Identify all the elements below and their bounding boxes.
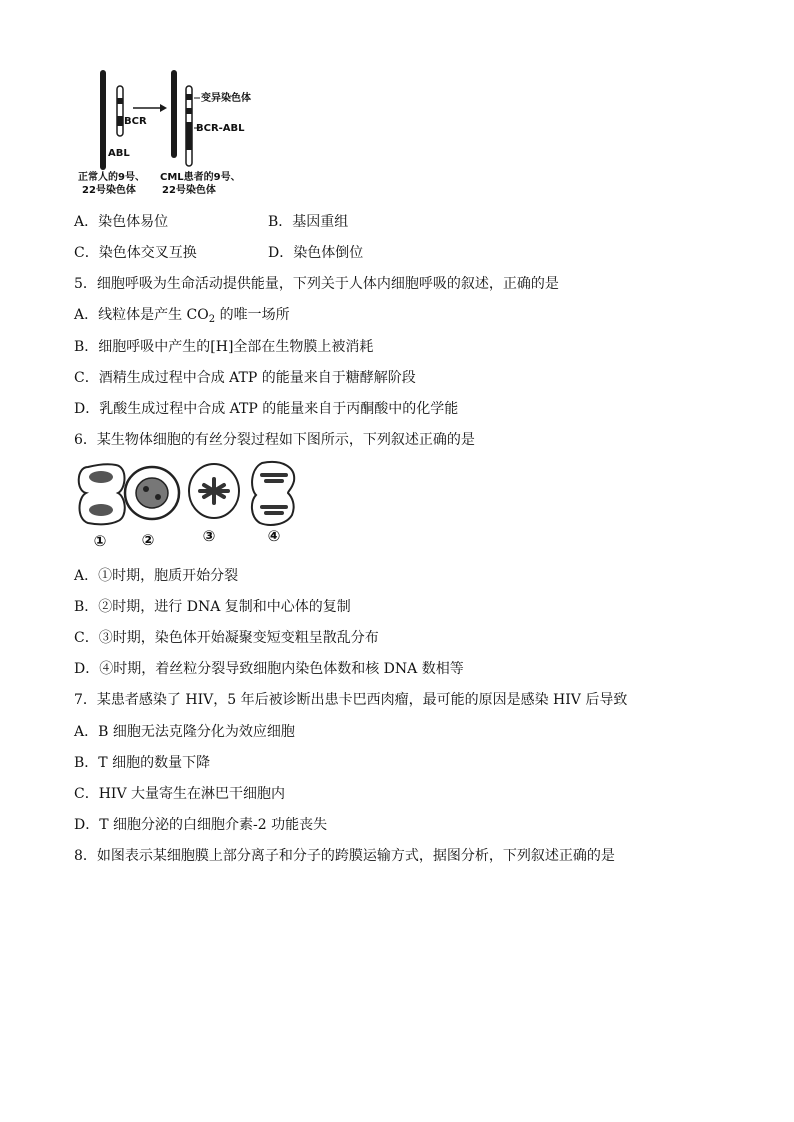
- q7-option-d[interactable]: D．T 细胞分泌的白细胞介素-2 功能丧失: [74, 817, 328, 833]
- cell-4-anaphase: [252, 462, 294, 525]
- cell-2-label: ②: [141, 531, 155, 549]
- mitosis-figure: [74, 457, 306, 553]
- normal-caption-line2: 22号染色体: [82, 185, 136, 196]
- q5-stem: 5．细胞呼吸为生命活动提供能量，下列关于人体内细胞呼吸的叙述，正确的是: [74, 276, 559, 292]
- cml-caption-line2: 22号染色体: [162, 185, 216, 196]
- q5-option-a[interactable]: [74, 305, 290, 325]
- chromosome-translocation-figure: [78, 64, 278, 204]
- normal-caption-line1: 正常人的9号、: [78, 172, 145, 183]
- q5-option-a-text: A．线粒体是产生 CO: [74, 307, 209, 323]
- q7-stem: 7．某患者感染了 HIV，5 年后被诊断出患卡巴西肉瘤，最可能的原因是感染 HIV 后导致: [74, 692, 628, 708]
- q4-option-d[interactable]: D．染色体倒位: [268, 245, 364, 261]
- q6-option-c[interactable]: C．③时期，染色体开始凝聚变短变粗呈散乱分布: [74, 630, 379, 646]
- normal-chromosome-22: [117, 86, 123, 136]
- bcr-abl-label: BCR-ABL: [196, 123, 245, 134]
- q4-option-b[interactable]: B．基因重组: [268, 214, 349, 230]
- q5-option-a-text-end: 的唯一场所: [215, 307, 290, 323]
- q5-option-d[interactable]: D．乳酸生成过程中合成 ATP 的能量来自于丙酮酸中的化学能: [74, 401, 459, 417]
- q4-option-a[interactable]: A．染色体易位: [74, 214, 169, 230]
- cell-1-telophase: [79, 464, 125, 524]
- arrow-icon: [160, 104, 167, 112]
- cell-2-interphase: [125, 467, 179, 519]
- cell-4-label: ④: [267, 527, 281, 545]
- cml-caption-line1: CML患者的9号、: [160, 172, 241, 183]
- variant-chromosome-label: 变异染色体: [201, 93, 251, 104]
- cell-3-label: ③: [202, 527, 216, 545]
- cell-1-label: ①: [93, 532, 107, 550]
- cell-3-metaphase: [189, 464, 239, 518]
- q4-option-c[interactable]: C．染色体交叉互换: [74, 245, 197, 261]
- q7-option-b[interactable]: B．T 细胞的数量下降: [74, 755, 211, 771]
- bcr-label: BCR: [124, 116, 147, 127]
- q7-option-c[interactable]: C．HIV 大量寄生在淋巴干细胞内: [74, 786, 286, 802]
- mitosis-cells-diagram: [74, 457, 306, 553]
- q6-option-d[interactable]: D．④时期，着丝粒分裂导致细胞内染色体数和核 DNA 数相等: [74, 661, 464, 677]
- q6-stem: 6．某生物体细胞的有丝分裂过程如下图所示，下列叙述正确的是: [74, 432, 475, 448]
- q8-stem: 8．如图表示某细胞膜上部分离子和分子的跨膜运输方式，据图分析，下列叙述正确的是: [74, 848, 615, 864]
- cml-chromosome-9: [171, 70, 177, 158]
- q5-option-b[interactable]: B．细胞呼吸中产生的[H]全部在生物膜上被消耗: [74, 339, 374, 355]
- q5-option-a-subscript: 2: [208, 314, 216, 325]
- q6-option-a[interactable]: A．①时期，胞质开始分裂: [74, 568, 239, 584]
- abl-label: ABL: [108, 148, 130, 159]
- normal-chromosome-9: [100, 70, 106, 170]
- q6-option-b[interactable]: B．②时期，进行 DNA 复制和中心体的复制: [74, 599, 351, 615]
- q7-option-a[interactable]: A．B 细胞无法克隆分化为效应细胞: [74, 724, 295, 740]
- q5-option-c[interactable]: C．酒精生成过程中合成 ATP 的能量来自于糖酵解阶段: [74, 370, 416, 386]
